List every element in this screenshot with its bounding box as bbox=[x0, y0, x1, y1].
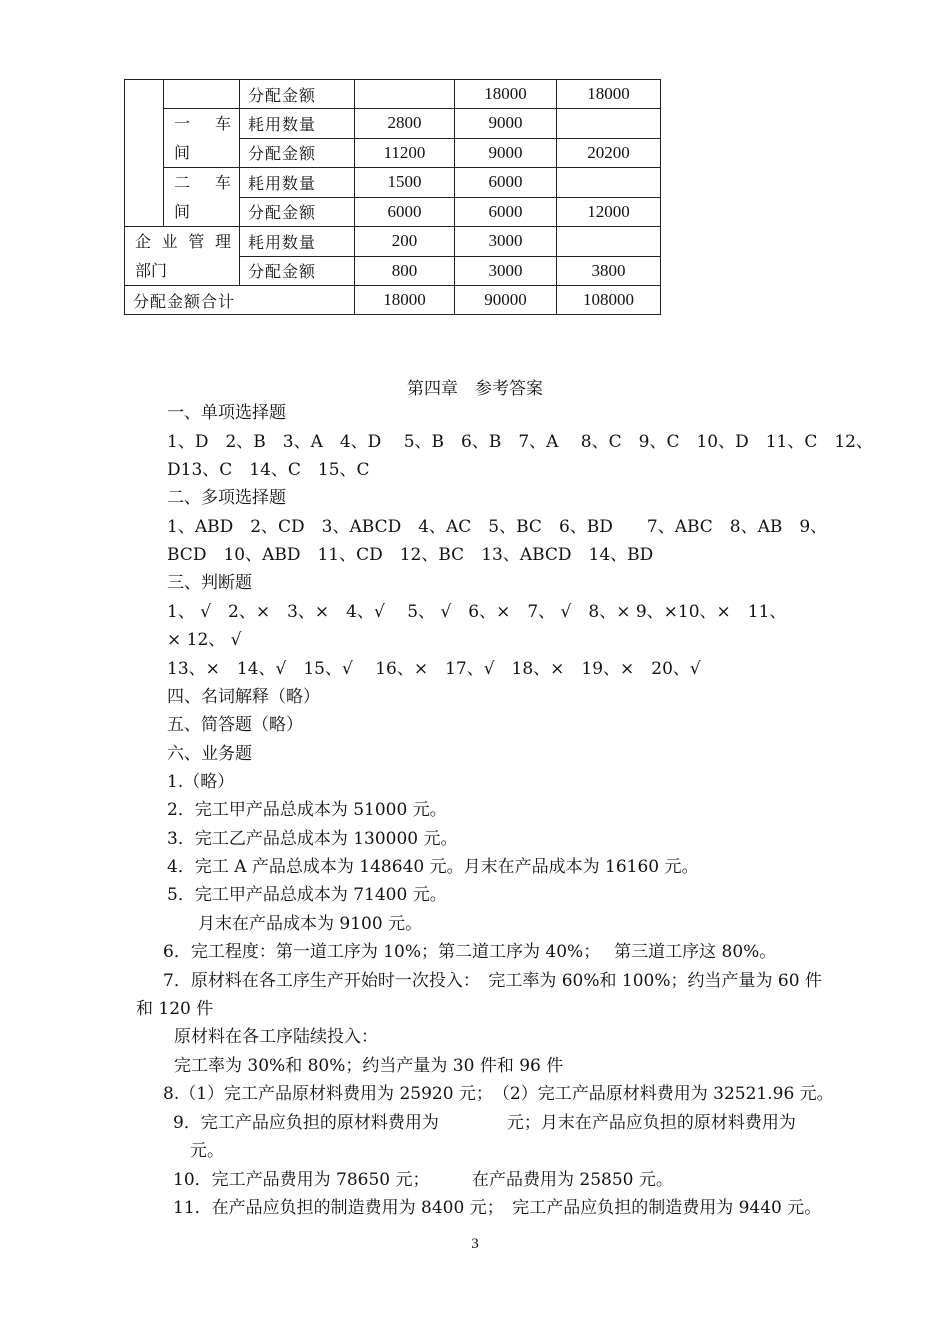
row-label: 分配金额 bbox=[240, 138, 355, 168]
group-workshop-1: 一 车 间 bbox=[164, 109, 240, 168]
answer-line: 4．完工 A 产品总成本为 148640 元。月末在产品成本为 16160 元。 bbox=[167, 857, 699, 877]
total-cell bbox=[557, 227, 661, 257]
total-qty-cell: 18000 bbox=[355, 286, 455, 315]
amount-cell: 6000 bbox=[455, 197, 557, 227]
total-amount-cell: 90000 bbox=[455, 286, 557, 315]
answer-line: 1、 √ 2、× 3、× 4、√ 5、 √ 6、× 7、 √ 8、× 9、×10、× 11、 bbox=[167, 602, 787, 622]
answer-line: 元。 bbox=[190, 1141, 224, 1161]
total-cell bbox=[557, 109, 661, 139]
amount-cell: 6000 bbox=[455, 168, 557, 198]
qty-cell: 2800 bbox=[355, 109, 455, 139]
answer-line: 2．完工甲产品总成本为 51000 元。 bbox=[167, 800, 447, 820]
answer-line: 和 120 件 bbox=[136, 999, 214, 1019]
answer-line: 11．在产品应负担的制造费用为 8400 元； 完工产品应负担的制造费用为 9440 元。 bbox=[173, 1198, 822, 1218]
qty-cell: 200 bbox=[355, 227, 455, 257]
answer-line: 5．完工甲产品总成本为 71400 元。 bbox=[167, 885, 447, 905]
amount-cell: 18000 bbox=[455, 80, 557, 109]
section-heading: 二、多项选择题 bbox=[167, 488, 286, 508]
qty-cell: 11200 bbox=[355, 138, 455, 168]
answer-line: 完工率为 30%和 80%；约当产量为 30 件和 96 件 bbox=[174, 1056, 564, 1076]
answer-line: BCD 10、ABD 11、CD 12、BC 13、ABCD 14、BD bbox=[167, 545, 654, 565]
answer-line: 7．原材料在各工序生产开始时一次投入： 完工率为 60%和 100%；约当产量为 60 件 bbox=[163, 971, 822, 991]
answer-line: 1、ABD 2、CD 3、ABCD 4、AC 5、BC 6、BD 7、ABC 8、AB 9、 bbox=[167, 517, 828, 537]
section-heading: 六、业务题 bbox=[167, 744, 252, 764]
total-cell: 3800 bbox=[557, 256, 661, 286]
answer-line: × 12、 √ bbox=[167, 630, 242, 650]
table-row bbox=[125, 168, 661, 198]
amount-cell: 9000 bbox=[455, 109, 557, 139]
group-workshop-2: 二 车 间 bbox=[164, 168, 240, 227]
qty-cell bbox=[355, 80, 455, 109]
answer-line: D13、C 14、C 15、C bbox=[167, 460, 370, 480]
answer-line: 13、× 14、√ 15、√ 16、× 17、√ 18、× 19、× 20、√ bbox=[167, 659, 701, 679]
total-cell: 12000 bbox=[557, 197, 661, 227]
answer-line: 3．完工乙产品总成本为 130000 元。 bbox=[167, 829, 458, 849]
group-management: 企业管理 部门 bbox=[125, 227, 240, 286]
row-label: 耗用数量 bbox=[240, 109, 355, 139]
row-label: 分配金额 bbox=[240, 80, 355, 109]
table-total-row bbox=[125, 286, 661, 315]
qty-cell: 6000 bbox=[355, 197, 455, 227]
grand-total-cell: 108000 bbox=[557, 286, 661, 315]
table-row bbox=[125, 109, 661, 139]
row-label: 耗用数量 bbox=[240, 227, 355, 257]
amount-cell: 3000 bbox=[455, 227, 557, 257]
total-cell: 20200 bbox=[557, 138, 661, 168]
answer-line: 1.（略） bbox=[167, 772, 235, 792]
table-row bbox=[125, 80, 661, 109]
row-label: 分配金额 bbox=[240, 256, 355, 286]
amount-cell: 9000 bbox=[455, 138, 557, 168]
qty-cell: 1500 bbox=[355, 168, 455, 198]
row-label: 分配金额 bbox=[240, 197, 355, 227]
outer-merged-cell bbox=[125, 80, 164, 227]
answer-line: 1、D 2、B 3、A 4、D 5、B 6、B 7、A 8、C 9、C 10、D 11、C 12、 bbox=[167, 432, 873, 452]
answer-line: 月末在产品成本为 9100 元。 bbox=[198, 914, 423, 934]
total-cell bbox=[557, 168, 661, 198]
answer-line: 8.（1）完工产品原材料费用为 25920 元； （2）完工产品原材料费用为 32521.96 元。 bbox=[163, 1084, 834, 1104]
total-cell: 18000 bbox=[557, 80, 661, 109]
answer-line: 原材料在各工序陆续投入： bbox=[174, 1027, 378, 1047]
allocation-table bbox=[124, 79, 661, 315]
section-heading: 四、名词解释（略） bbox=[167, 687, 320, 707]
section-heading: 一、单项选择题 bbox=[167, 403, 286, 423]
section-heading: 三、判断题 bbox=[167, 573, 252, 593]
total-label: 分配金额合计 bbox=[125, 286, 355, 315]
section-heading: 五、简答题（略） bbox=[167, 715, 303, 735]
table-row bbox=[125, 227, 661, 257]
group-blank-cell bbox=[164, 80, 240, 109]
answer-line: 10．完工产品费用为 78650 元； 在产品费用为 25850 元。 bbox=[173, 1170, 673, 1190]
amount-cell: 3000 bbox=[455, 256, 557, 286]
chapter-title: 第四章 参考答案 bbox=[407, 379, 543, 399]
answer-line: 6．完工程度：第一道工序为 10%；第二道工序为 40%； 第三道工序这 80%。 bbox=[163, 942, 777, 962]
qty-cell: 800 bbox=[355, 256, 455, 286]
row-label: 耗用数量 bbox=[240, 168, 355, 198]
page-number: 3 bbox=[471, 1236, 479, 1252]
answer-line: 9．完工产品应负担的原材料费用为 元；月末在产品应负担的原材料费用为 bbox=[173, 1113, 796, 1133]
